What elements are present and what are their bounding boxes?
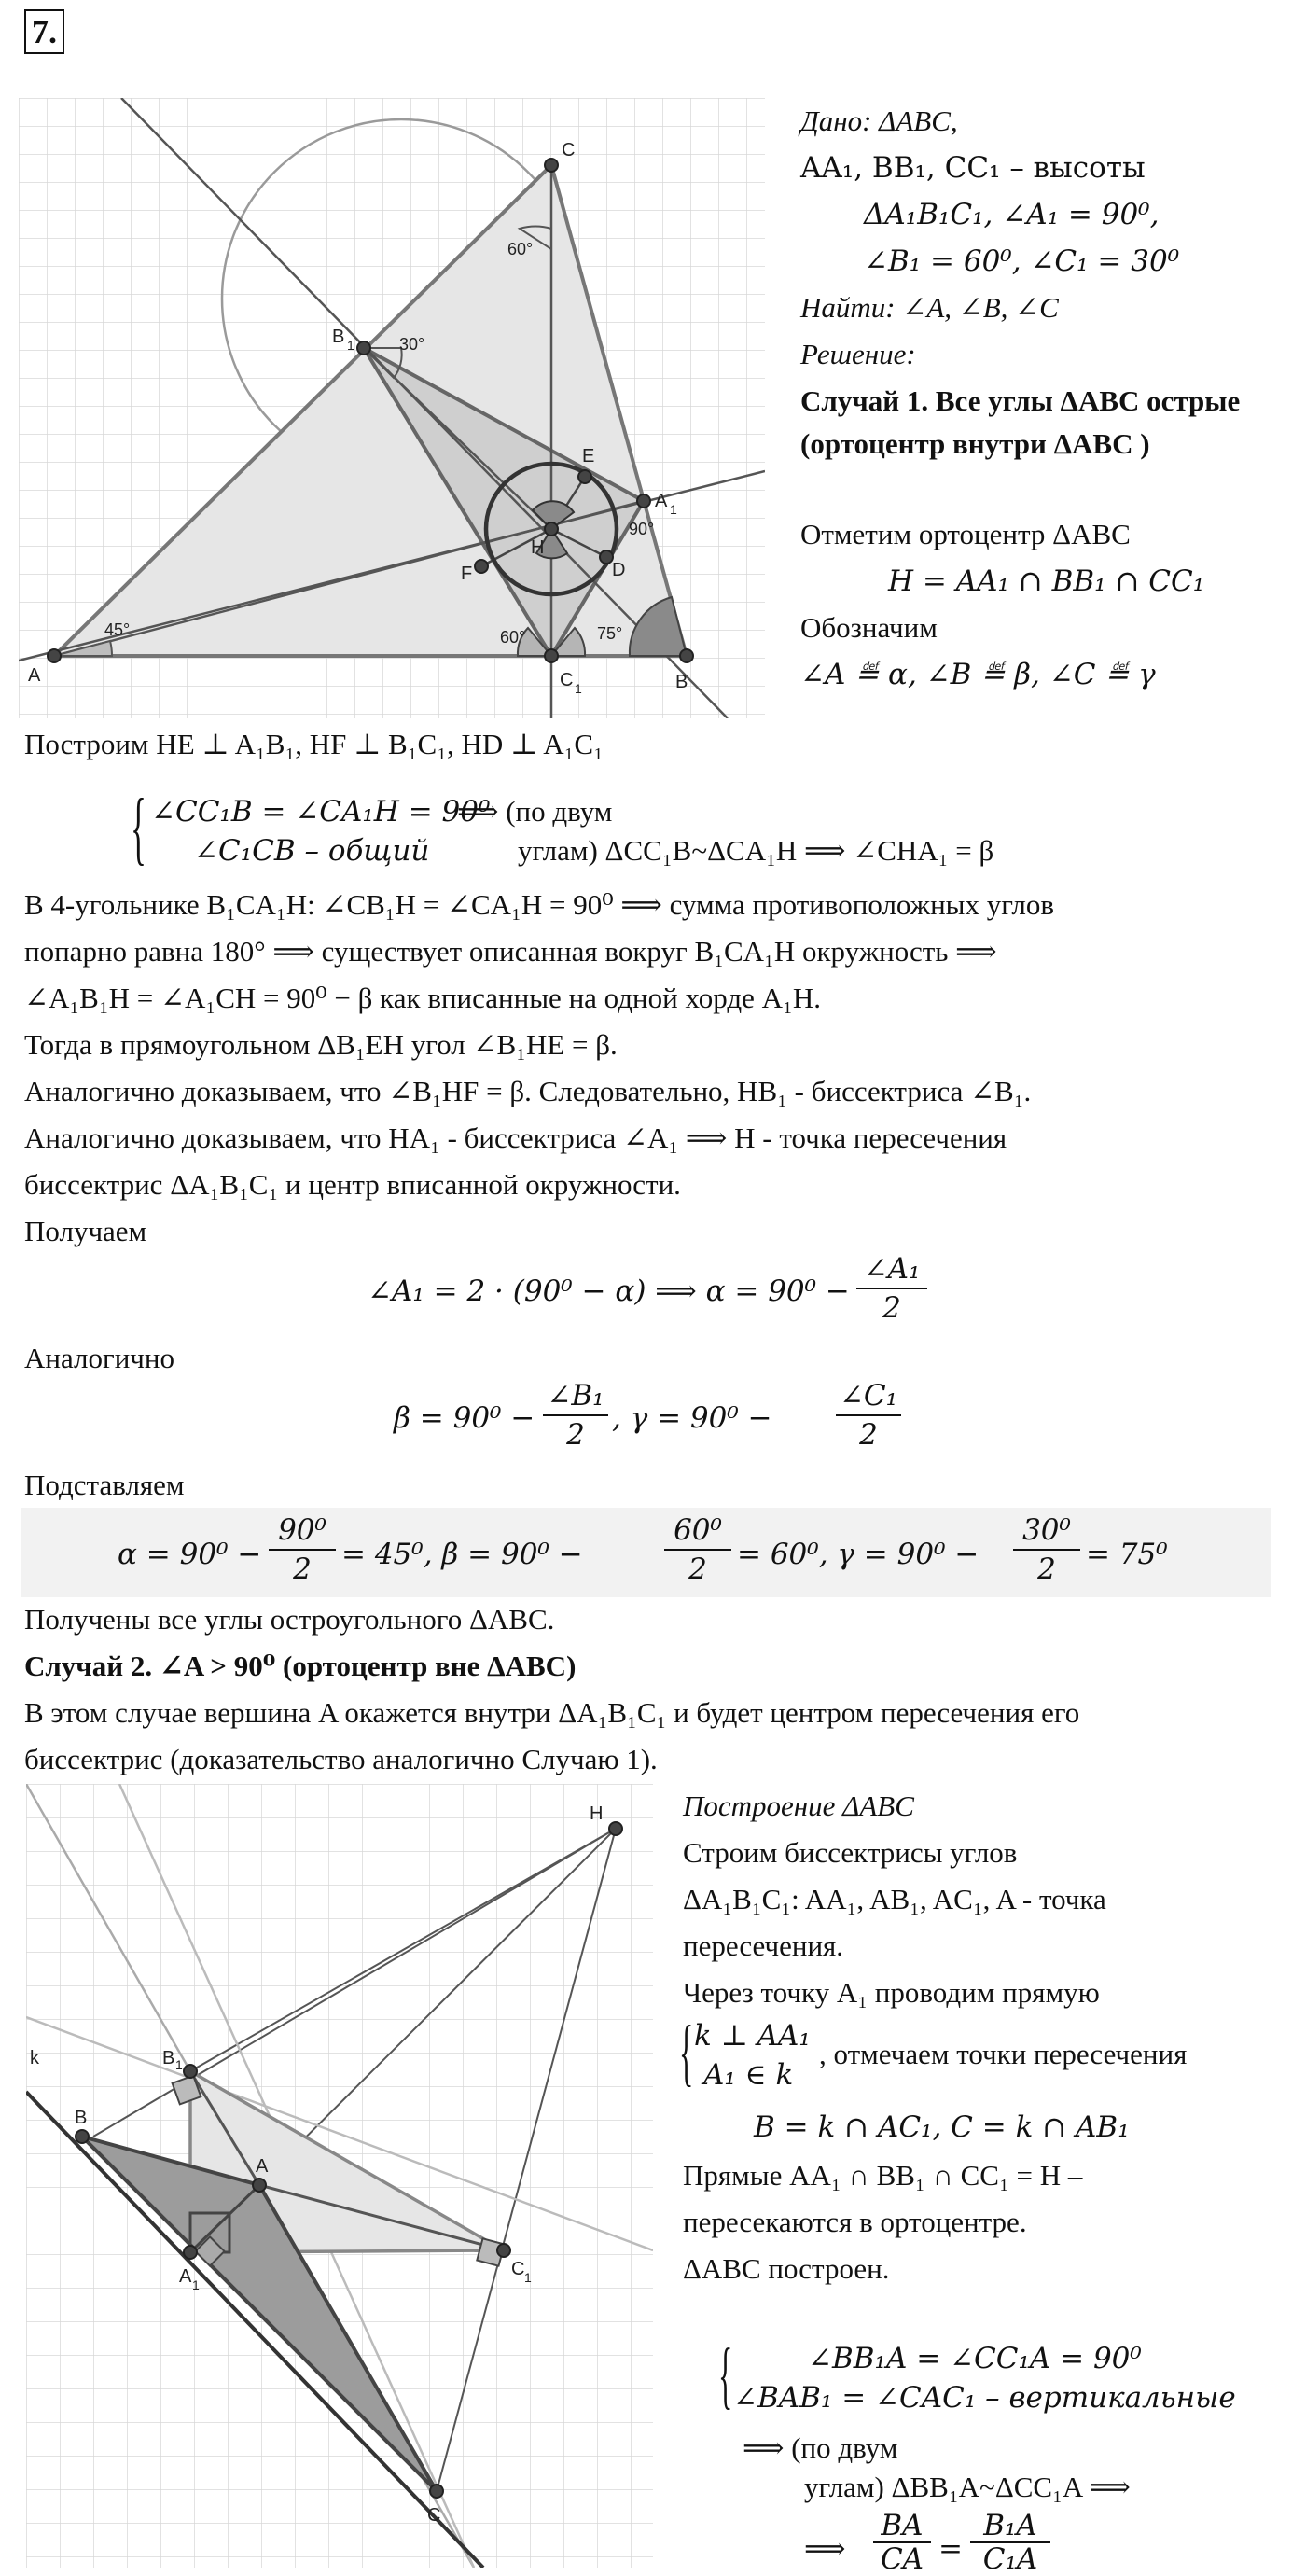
- fig2-sub-B1: 1: [175, 2057, 183, 2072]
- formula-beta: β = 90⁰ −: [394, 1401, 535, 1435]
- fig1-label-D: D: [612, 560, 626, 580]
- fig2-sub-A1: 1: [192, 2277, 200, 2292]
- system-2-eq1: ∠BB₁A = ∠CC₁A = 90⁰: [808, 2342, 1142, 2375]
- fig2-label-B1: B: [162, 2048, 175, 2068]
- fraction-90: 90⁰ 2: [269, 1511, 336, 1588]
- case2-heading: Случай 2. ∠A > 90⁰ (ортоцентр вне ΔABC): [24, 1650, 577, 1682]
- system-2-reason-top: ⟹ (по двум: [743, 2431, 898, 2464]
- fig1-label-B: B: [675, 672, 688, 692]
- construction-line-4: Через точку A₁ проводим прямую: [683, 1976, 1100, 2009]
- fig1-label-A1: A: [655, 491, 668, 511]
- brace-2: {: [718, 2334, 733, 2416]
- fraction-B1A-C1A: B₁A C₁A: [970, 2510, 1050, 2575]
- fig1-angle-90: 90°: [629, 520, 655, 538]
- construction-line-2: ΔA₁B₁C₁: AA₁, AB₁, AC₁, A - точка: [683, 1883, 1106, 1915]
- triangle-built: ΔABC построен.: [683, 2252, 890, 2285]
- k-intersections: , отмечаем точки пересечения: [819, 2038, 1188, 2070]
- case2-line-1: В этом случае вершина A окажется внутри ΔA₁B₁C₁ и будет центром пересечения его: [24, 1696, 1080, 1729]
- construction-heading: Построение ΔABC: [683, 1789, 914, 1822]
- bc-definition: B = k ∩ AC₁, C = k ∩ AB₁: [754, 2110, 1130, 2144]
- fig1-label-C1: C: [560, 670, 574, 690]
- given-line-2: AA₁, BB₁, CC₁ – высоты: [800, 151, 1146, 185]
- fig2-label-B: B: [75, 2108, 88, 2128]
- ratio-implies: ⟹: [804, 2532, 846, 2566]
- lines-intersect: Прямые AA₁ ∩ BB₁ ∩ CC₁ = H –: [683, 2159, 1083, 2192]
- construction-line-3: пересечения.: [683, 1929, 844, 1962]
- orthocenter-line: Отметим ортоцентр ΔABC: [800, 518, 1131, 550]
- fig1-angle-30: 30°: [399, 335, 425, 354]
- fraction-30: 30⁰ 2: [1013, 1511, 1080, 1588]
- figure-1-acute-triangle: [19, 98, 765, 718]
- quad-line-2: попарно равна 180° ⟹ существует описанная вокруг B₁CA₁H окружность ⟹: [24, 935, 997, 968]
- analogous-line: Аналогично: [24, 1342, 174, 1374]
- solution-heading: Решение:: [800, 338, 916, 370]
- construction-line-1: Строим биссектрисы углов: [683, 1836, 1018, 1869]
- fig1-angle-60-top: 60°: [507, 240, 534, 258]
- brace-k: {: [679, 2012, 694, 2094]
- sub-gamma: = 60⁰, γ = 90⁰ −: [737, 1538, 980, 1571]
- fig1-label-F: F: [461, 564, 473, 584]
- fig1-angle-75: 75°: [597, 624, 623, 643]
- fraction-60: 60⁰ 2: [664, 1511, 731, 1588]
- case1-heading: Случай 1. Все углы ΔABC острые: [800, 384, 1241, 417]
- fig2-label-C1: C: [511, 2259, 525, 2279]
- result-line: Получены все углы остроугольного ΔABC.: [24, 1603, 555, 1636]
- right-triangle-line: Тогда в прямоугольном ΔB₁EH угол ∠B₁HE = β.: [24, 1028, 618, 1061]
- notation-def: ∠A ≝ α, ∠B ≝ β, ∠C ≝ γ: [800, 658, 1156, 691]
- case1-subheading: (ортоцентр внутри ΔABC ): [800, 427, 1150, 460]
- system-1-eq1: ∠CC₁B = ∠CA₁H = 90⁰: [151, 795, 491, 828]
- fig1-label-H: H: [531, 537, 545, 558]
- construct-line: Построим HE ⊥ A₁B₁, HF ⊥ B₁C₁, HD ⊥ A₁C₁: [24, 728, 604, 760]
- fig1-sub-C1: 1: [575, 681, 582, 696]
- case2-line-2: биссектрис (доказательство аналогично Случаю 1).: [24, 1743, 658, 1775]
- orthocenter-def: H = AA₁ ∩ BB₁ ∩ CC₁: [888, 564, 1205, 598]
- fig1-sub-A1: 1: [670, 502, 677, 517]
- k-system: [679, 2012, 1257, 2105]
- bisector-line-1: Аналогично доказываем, что ∠B₁HF = β. Следовательно, HB₁ - биссектриса ∠B₁.: [24, 1075, 1032, 1107]
- figure-2-obtuse-triangle: [26, 1784, 653, 2568]
- fig2-label-k: k: [30, 2048, 39, 2068]
- quad-line-3: ∠A₁B₁H = ∠A₁CH = 90⁰ − β как вписанные на одной хорде A₁H.: [24, 982, 821, 1014]
- formula-alpha: ∠A₁ = 2 · (90⁰ − α) ⟹ α = 90⁰ −: [368, 1274, 850, 1308]
- fig2-sub-C1: 1: [524, 2270, 532, 2285]
- system-1-eq2: ∠C₁CB – общий: [194, 834, 430, 868]
- bisector-line-2: Аналогично доказываем, что HA₁ - биссектриса ∠A₁ ⟹ H - точка пересечения: [24, 1121, 1007, 1154]
- similarity-system-2: [718, 2334, 1278, 2428]
- fraction-BA-CA: BA CA: [873, 2510, 931, 2575]
- system-2-reason-bottom: углам) ΔBB₁A~ΔCC₁A ⟹: [804, 2471, 1131, 2503]
- fraction-B1: ∠B₁ 2: [543, 1377, 608, 1454]
- fraction-C1: ∠C₁ 2: [836, 1377, 901, 1454]
- system-1-reason-top: ⟹ (по двум: [457, 795, 613, 828]
- similarity-system-1: [131, 783, 1194, 879]
- fig1-label-E: E: [582, 446, 595, 466]
- given-line-4: ∠B₁ = 60⁰, ∠C₁ = 30⁰: [864, 244, 1180, 278]
- substitute-line: Подставляем: [24, 1469, 185, 1501]
- fig1-label-C: C: [562, 140, 576, 160]
- k-contains: A₁ ∈ k: [703, 2058, 794, 2092]
- ratio-equals: =: [938, 2532, 963, 2566]
- find-line: Найти: ∠A, ∠B, ∠C: [800, 291, 1059, 324]
- k-perp: k ⊥ AA₁: [694, 2019, 811, 2053]
- sub-beta: = 45⁰, β = 90⁰ −: [341, 1538, 583, 1571]
- given-line-3: ΔA₁B₁C₁, ∠A₁ = 90⁰,: [864, 198, 1160, 231]
- get-line: Получаем: [24, 1215, 147, 1247]
- fraction-A1: ∠A₁ 2: [856, 1250, 927, 1327]
- orthocenter-note: пересекаются в ортоцентре.: [683, 2206, 1027, 2238]
- formula-gamma: , γ = 90⁰ −: [612, 1401, 772, 1435]
- fig2-label-A: A: [256, 2156, 269, 2177]
- quad-line-1: В 4-угольнике B₁CA₁H: ∠CB₁H = ∠CA₁H = 90⁰ ⟹ сумма противоположных углов: [24, 888, 1054, 921]
- fig1-label-B1: B: [332, 327, 345, 347]
- fig1-sub-B1: 1: [347, 338, 354, 353]
- fig1-label-A: A: [28, 665, 41, 686]
- sub-result: = 75⁰: [1086, 1538, 1168, 1571]
- brace: {: [131, 783, 146, 873]
- sub-alpha: α = 90⁰ −: [118, 1538, 262, 1571]
- system-2-eq2: ∠BAB₁ = ∠CAC₁ – вертикальные: [733, 2381, 1236, 2415]
- fig2-label-H: H: [590, 1803, 604, 1824]
- system-1-reason-bottom: углам) ΔCC₁B~ΔCA₁H ⟹ ∠CHA₁ = β: [518, 834, 994, 867]
- fig2-label-A1: A: [179, 2266, 192, 2287]
- incircle-line: биссектрис ΔA₁B₁C₁ и центр вписанной окружности.: [24, 1168, 681, 1201]
- fig1-angle-45: 45°: [104, 620, 131, 639]
- fig2-label-C: C: [427, 2505, 441, 2526]
- notation-line: Обозначим: [800, 611, 938, 644]
- problem-number: 7.: [24, 9, 64, 54]
- fig1-angle-60-bottom: 60°: [500, 628, 526, 647]
- given-line-1: Дано: ΔABC,: [800, 104, 958, 137]
